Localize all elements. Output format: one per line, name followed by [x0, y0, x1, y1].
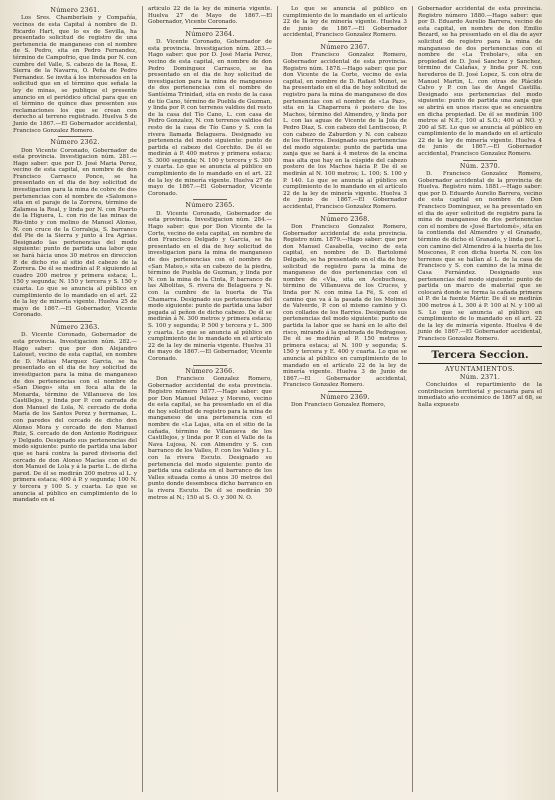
notice-text: Lo que se anuncia al público en cumplimiento de lo mandado en el artículo 22 de la ley de minería vigente. Huelva 3 de junio de 1867.—El Gobernador accidental, Francisco Gonzalez Romero. — [283, 6, 407, 39]
column-4 — [412, 6, 547, 792]
notice-number: Número 2362. — [50, 138, 100, 147]
divider — [193, 28, 228, 29]
columns — [8, 6, 547, 792]
notice-number: Número 2369. — [320, 392, 370, 401]
notice-text: Don Francisco Gonzalez Romero, Gobernador accidental de esta provincia. Registro núm. 1878.—Hago saber: que por don Vicente de la Corte, vecino de esta capital, en nombre de D. Rafael Munot, se ha presentado en el dia de hoy solicitud de registro para la mina de manganeso de dos pertenencias con el nombre de «La Paz», sita en la Chaparrera ó postero de los Machos, término del Almendro, y linda por L. con las aguas de Vicente de la Jola de Pedro Diaz, S. con cabezo del Lentiscoso, P. con cabezo de Zaburdon y N. con cabezo de los Hierros. Designado sus pertenencias del modo siguiente: punto de partida una zanja que se hará á 4 metros de la encina mas alta que hay en la cúspide del cabezo postero de los Machos hácia P. De él se medirán al N. 100 metros; L. 100; S. 100 y P. 140. Lo que se anuncia al público en cumplimiento de lo mandado en el artículo 22 de la ley de minería vigente. Huelva 3 de junio de 1867.—El Gobernador accidental, Francisco Gonzalez Romero. — [283, 52, 407, 211]
divider — [193, 199, 228, 200]
notice-number: Número 2363. — [50, 322, 100, 331]
notice-text: D. Vicente Coronado, Gobernador de esta provincia. Investigacion núm. 283.—Hago saber: que por D. José María Perez, vecino de esta capital, en nombre de don Pedro Dominguez Carrasco, se ha presentado en el dia de hoy solicitud de investigacion para la mina de manganeso de dos pertenencias con el nombre de Santísima Trinidad, sita en resto de la casa de tío Cano, término de Puebla de Guzman, y linda por P. con terrenos valdios del resto de la casa del Tío Cano, L. con casa de Pedro Gonzalez, N. con terrenos valdios del resto de la casa de Tío Cano y S. con la rivera llamada Belaguera. Designado su pertenencia del modo siguiente: punto de partida el cabezo del Corchito. De él se medirán á P. 400 metros y primera estaca; S. 3000 segunda; N. 100 y tercera y S. 300 y cuarta. Lo que se anuncia al público en cumplimiento de lo mandado en el art. 22 de la ley de minería vigente. Huelva 27 de mayo de 1867.—El Gobernador, Vicente Coronado. — [148, 39, 272, 197]
notice-text: artículo 22 de la ley de minería vigente. Huelva 27 de Mayo de 1867.—El Gobernador, Vicente Coronado. — [148, 6, 272, 26]
notice-number: Número 2361. — [50, 6, 100, 14]
notice-2368 — [283, 216, 407, 389]
notice-number: Núm. 2370. — [459, 161, 501, 170]
notice-continuation — [148, 6, 272, 26]
notice-number: Número 2368. — [320, 214, 370, 223]
divider — [58, 321, 93, 322]
notice-2364 — [148, 31, 272, 198]
notice-continuation — [418, 6, 542, 158]
notice-2366 — [148, 368, 272, 502]
notice-text: Don Vicente Coronado, Gobernador de esta provincia. Investigacion núm. 281.—Hago saber: que por D. José Maria Perez, vecino de esta capital, en nombre de don Francisco Carrasco Ponce, se ha presentado en el dia de hoy solicitud de investigacion para la mina de cobre de dos pertenencias con el nombre de «Salomon» sita en el paraje de la Zorrera, término de Zalamea la Real, y linda por N. con Puerto de la Higuera, L. con rio de las minas de Rio-tinto y con molino de Manuel Alonso, N. con cruce de la Corraleja, S. barranco del Pie de la Sierra y junto á Ira Agrias. Designado las pertenencias del modo siguiente: punto de partida una labor que se hará hácia unos 30 metros en direccion P. de dicho rio al sitio del cabezo de la Zorrera. De él se medirán al P. siguiendo al cuadro 200 metros y primera estaca; L. 150 y segunda; N. 150 y tercera y S. 150 y cuarta. Lo que se anuncia al público en cumplimiento de lo mandado en el art. 22 de la ley de minería vigente. Huelva 25 de mayo de 1867.—El Gobernador, Vicente Coronado. — [13, 147, 137, 319]
notice-text: Gobernador accidental de esta provincia. Registro número 1880.—Hago saber: que por D. Eduardo Aurelio Barrera, vecino de esta capital, en nombre de don Emilio Bezard, se ha presentado en el dia de ayer solicitud de registro para la mina de manganeso de dos pertenencias con el nombre de «La Trebolar», sita en propiedad de D. José Sanchez y Sanchez, término de Calañas, y linda por N. con herederos de D. José Lopez, S. con otra de Manuel Martin, L. con otras de Plácido Calvo y P. con las de Ángel Castilla. Designado sus pertenencias del modo siguiente: punto de partida una zanja que se abrirá en unos riscos que se encuentra en dicha propiedad. De él se medirán 100 metros al N.E.; 100 al S.O.; 400 al NO. y 200 al SE. Lo que se anuncia al público en cumplimiento de lo mandado en el artículo 22 de la ley de minería vigente. Huelva 4 de junio de 1867.—El Gobernador accidental, Francisco Gonzalez Romero. — [418, 6, 542, 158]
notice-2371 — [418, 374, 542, 409]
notice-text: Don Francisco Gonzalez Romero, — [291, 402, 386, 409]
notice-number: Número 2366. — [185, 366, 235, 375]
notice-number: Número 2365. — [185, 201, 235, 210]
notice-2362 — [13, 139, 137, 319]
notice-text: D. Francisco Gonzalez Romero, Gobernador accidental de la provincia de Huelva. Registro núm. 1881.—Hago saber: que por D. Eduardo Aurelio Barrera, vecino de esta capital en nombre de Don Francisco Dominguez, se ha presentado en el dia de ayer solicitud de registro para la mina de manganeso de dos pertenencias con el nombre de «José Bartolomé», sita en la contienda del Almendro y el Granado, término de dicho el Granado, y linda por L. con camino del Almendro á la huerta de los Moscones, P. con dicha huerta N. con los terrenos que se hallan al L. de la casa de Francisco y S. con camino de la mina de Casa Fernández. Designado sus pertenencias del modo siguiente: punto de partida un marco de material que se colocará donde se forma la cañada primera al P. de la fuente Mártir. De él se medirán 300 metros á L. 300 á P. 100 al N. y 100 al S. Lo que se anuncia al público en cumplimiento de lo mandado en el art. 22 de la ley de minería vigente. Huelva 4 de junio de 1867.—El Gobernador accidental, Francisco Gonzalez Romero. — [418, 171, 542, 342]
notice-text: D. Vicente Coronado, Gobernador de esta provincia. Investigacion núm. 284.—Hago saber: que por Don Vicente de la Corte, vecino de esta capital, en nombre de don Francisco Delgado y García, se ha presentado en el dia de hoy solicitud de investigacion para la mina de manganeso de dos pertenencias con el nombre de «San Mateo,» sita en cabezo de la piedra, término de Puebla de Guzman, y linda por N. con la mina de la Cinta, P. barranco de las Albolitas, S. rivera de Belaguera y N. con la cumbre de la huerta de Tía Chamarra. Designado sus pertenencias del modo siguiente: punto de partida una labor pegada al peñon de dicho cabezo. De él se medirán á N. 300 metros y primera estaca; S. 100 y segunda; P. 500 y tercera y L. 300 y cuarta. Lo que se anuncia al público en cumplimiento de lo mandado en el artículo 22 de la ley de minería vigente. Huelva 31 de mayo de 1867.—El Gobernador, Vicente Coronado. — [148, 210, 272, 362]
column-2 — [142, 6, 277, 792]
column-3 — [277, 6, 412, 792]
notice-2367 — [283, 44, 407, 211]
notice-text: Los Sres. Chamberlain y Compañía, vecinos de esta Capital á nombre de D. Ricardo Hart, que lo es de Sevilla, ha presentado solicitud de registro de una pertenencia de manganeso con el nombre de S. Pedro, sita en Pedro Fernandez, término de Campofrio, que linda por N. con cumbre del Valle, S. cabezo de la Rosa, E. Sierra de la Navarra, O. Peña de Pedro Fernandez. Se invita á los interesados en la solicitud que en el término que señala la ley de minas, se publique el presente anuncio en el periódico oficial para que en el término de quince dias presenten sus reclamaciones los que se crean con derecho al terreno registrado. Huelva 5 de Junio de 1867.—El Gobernador accidental, Francisco Gonzalez Romero. — [13, 15, 137, 134]
notice-2369 — [283, 394, 407, 409]
divider — [328, 213, 363, 214]
section-title: Tercera Seccion. — [418, 346, 542, 364]
section-subtitle: AYUNTAMIENTOS. — [444, 364, 516, 373]
notice-number: Número 2364. — [185, 29, 235, 38]
divider — [58, 136, 93, 137]
divider — [328, 391, 363, 392]
column-1 — [8, 6, 142, 792]
notice-number: Número 2367. — [320, 42, 370, 51]
notice-2363 — [13, 324, 137, 504]
notice-continuation — [283, 6, 407, 39]
notice-2370 — [418, 163, 542, 343]
divider — [463, 160, 498, 161]
notice-2365 — [148, 202, 272, 362]
divider — [328, 41, 363, 42]
notice-2361 — [13, 7, 137, 134]
notice-number: Núm. 2371. — [459, 372, 501, 381]
notice-text: Don Francisco Gonzalez Romero, Gobernador accidental de esta provincia. Registro núm. 1879.—Hago saber: que por don Manuel Casabella, vecino de esta capital, en nombre de D. Bartolomé Delgado, se ha presentado en el dia de hoy solicitud de registro para la mina de manganeso de dos pertenencias con el nombre de «Vía, sita en Acebuchosa, término de Villanueva de los Cruces, y linda por N. con mina La Fé, S. con el camino que va á la pasada de los Molinos de Valverde, P. con el mismo camino y O. con collados de los Barrios. Designado sus pertenencias del modo siguiente: punto de partida la labor que se hará en lo alto del risco, mirando á la quebrada de Pedragoso. De él se medirán al P. 150 metros y primera estaca; al N. 100 y segunda; S. 150 y tercera y E. 400 y cuarta. Lo que se anuncia al público en cumplimiento de lo mandado en el artículo 22 de la ley de minería vigente. Huelva 3 de Junio de 1867.—El Gobernador accidental, Francisco Gonzalez Romero. — [283, 224, 407, 389]
divider — [193, 365, 228, 366]
notice-text: Don Francisco Gonzalez Romero, Gobernador accidental de esta provincia. Registro número 1877.—Hago saber: que por Don Manuel Pelaez y Moreno, vecino de esta capital, se ha presentado en el dia de hoy solicitud de registro para la mina de manganeso de una pertenencia con el nombre de «La Lajas, sita en el sitio de la cañada, término de Villanueva de los Castillejos, y linda por P. con el Valle de la Nava Lujosa, N. con Almendro y S. con barranco de los Valles, P. con los Valles y L. con la rivera Escuto. Designado su pertenencia del modo siguiente: punto de partida una calicata en el barranco de los Valles situada como á unos 30 metros del punto donde desemboca dicho barranco en la rivera Escuto. De él se medirán 50 metros al N.; 150 al S. O. y 300 N. O. — [148, 375, 272, 501]
notice-text: D. Vicente Coronado, Gobernador de esta provincia. Investigacion núm. 282.—Hago saber: que por don Alejandro Lalouet, vecino de esta capital, en nombre de D. Matias Marquez Garcia, se ha presentado en el dia de hoy solicitud de investigacion para la mina de manganeso de dos pertenencias con el nombre de «San Diego» sita en foca alta de la Monarda, término de Villanueva de los Castillejos, y linda por P. con carrada de don Manuel de Lola, N. cercado de doña María de los Santos Perez y hermanas, L. con paredes del cercado de dicho don Alonso Mora y cercado de don Manuel Ruiz, S. cercado de don Antonio Rodriguez y Delgado. Designado sus pertenencias del modo siguiente: punto de partida una labor que se hará contra la pared divisoria del cercado de don Alonso Macias con el de don Manuel de Lola y á la parte L. de dicha pared. De él se medirán 200 metros al L. y primera estaca; 400 á P. y segunda; 100 N. y tercera y 100 S. y cuarta. Lo que se anuncia al público en cumplimiento de lo mandado en el — [13, 332, 137, 504]
notice-text: Concluidos el repartimiento de la contribucion territorial y pecuaria para el inmediato año económico de 1867 al 68, se halla expuesto — [418, 381, 542, 408]
